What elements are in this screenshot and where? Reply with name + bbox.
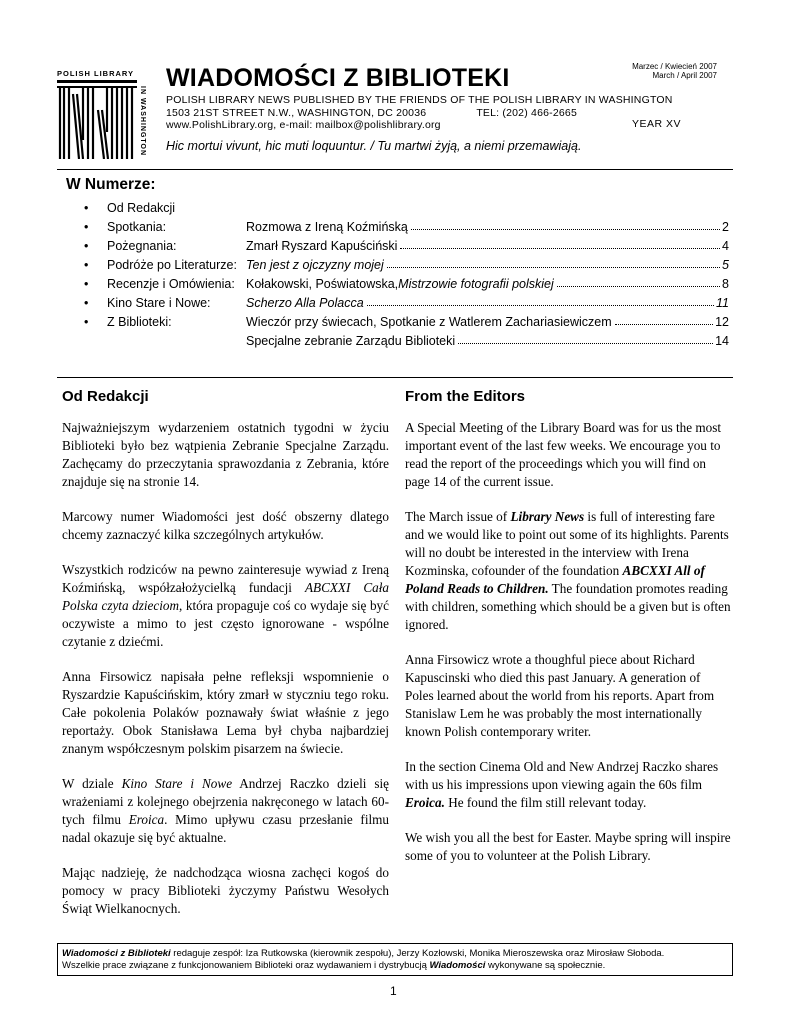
- paragraph: Najważniejszym wydarzeniem ostatnich tygodni w życiu Biblioteki było bez wątpienia Zebranie Specjalne Zarządu. Zachęcamy do przeczytania sprawozdania z Zebrania, które znajduje się na stronie 14.: [62, 420, 389, 489]
- paragraph: Anna Firsowicz napisała pełne refleksji wspomnienie o Ryszardzie Kapuścińskim, który zmarł w styczniu tego roku. Całe pokolenia Polaków poznawały świat właśnie z jego reportaży. Obok Stanisława Lema był chyba najbardziej znanym współczesnym polskim pisarzem na świecie.: [62, 669, 389, 756]
- toc-section: Kino Stare i Nowe:: [107, 296, 211, 310]
- toc-item[interactable]: [84, 258, 729, 277]
- toc-page: 14: [715, 334, 729, 348]
- volume-year: YEAR XV: [632, 118, 682, 130]
- toc-section: Od Redakcji: [107, 201, 176, 215]
- logo-wordmark: POLISH LIBRARY: [57, 69, 135, 78]
- paragraph: Marcowy numer Wiadomości jest dość obszerny dlatego chcemy zaznaczyć kilka szczególnych artykułów.: [62, 509, 389, 542]
- toc-page: 4: [722, 239, 729, 253]
- page-number: 1: [390, 984, 397, 998]
- bullet-icon: •: [84, 239, 89, 253]
- toc-page: 11: [716, 296, 729, 310]
- toc-item[interactable]: [84, 296, 729, 315]
- motto: Hic mortui vivunt, hic muti loquuntur. / Tu martwi żyją, a niemi przemawiają.: [166, 139, 582, 153]
- paragraph: In the section Cinema Old and New Andrzej Raczko shares with us his impressions upon viewing again the 60s film Eroica. He found the film still relevant today.: [405, 759, 719, 810]
- footer-line: Wszelkie prace związane z funkcjonowaniem Biblioteki oraz wydawaniem i dystrybucją Wiadomości wykonywane są społecznie.: [62, 960, 606, 971]
- toc-title: Scherzo Alla Polacca: [246, 296, 364, 310]
- logo-side-text: IN WASHINGTON: [139, 86, 146, 157]
- toc-title: Specjalne zebranie Zarządu Biblioteki: [246, 334, 456, 348]
- paragraph: Wszystkich rodziców na pewno zainteresuje wywiad z Ireną Koźmińską, współzałożycielką fundacji ABCXXI Cała Polska czyta dzieciom, która propaguje coś co wydaje się być oczywiste a mimo to jest często ignorowane - wspólne czytanie z dziećmi.: [62, 562, 390, 649]
- paragraph: The March issue of Library News is full of interesting fare and we would like to point out some of its highlights. Parents will no doubt be interested in the interview with Irena Kozminska, cofounder of the foundation ABCXXI All of Poland Reads to Children. The foundation promotes reading with children, something which should be a given but is often ignored.: [405, 509, 731, 632]
- editorial-heading-en: From the Editors: [405, 388, 526, 405]
- editorial-english: [405, 419, 732, 882]
- bullet-icon: •: [84, 201, 89, 215]
- toc-page: 12: [715, 315, 729, 329]
- toc-title: Wieczór przy świecach, Spotkanie z Watlerem Zachariasiewiczem: [246, 315, 612, 329]
- toc-item[interactable]: [84, 277, 729, 296]
- toc-title: Rozmowa z Ireną Koźmińską: [246, 220, 408, 234]
- toc-title-italic: Mistrzowie fotografii polskiej: [398, 277, 554, 291]
- paragraph: Mając nadzieję, że nadchodząca wiosna zachęci kogoś do pomocy w pracy Biblioteki życzymy Państwu Wesołych Świąt Wielkanocnych.: [62, 865, 389, 916]
- toc-section: Recenzje i Omówienia:: [107, 277, 235, 291]
- toc-page: 2: [722, 220, 729, 234]
- paragraph: A Special Meeting of the Library Board was for us the most important event of the last few weeks. We encourage you to read the report of the proceedings which you will find on page 14 of the current issue.: [405, 420, 722, 489]
- toc-section: Pożegnania:: [107, 239, 177, 253]
- bullet-icon: •: [84, 258, 89, 272]
- address-line: 1503 21ST STREET N.W., WASHINGTON, DC 20036 TEL: (202) 466-2665: [166, 106, 578, 119]
- library-logo-icon: [57, 80, 137, 159]
- paragraph: W dziale Kino Stare i Nowe Andrzej Raczko dzieli się wrażeniami z kolejnego obejrzenia nakręconego w latach 60-tych filmu Eroica. Mimo upływu czasu przesłanie filmu nadal okazuje się być aktualne.: [62, 776, 389, 845]
- toc-item[interactable]: [84, 201, 729, 220]
- toc-item[interactable]: [84, 239, 729, 258]
- toc-page: 5: [722, 258, 729, 272]
- web-line: www.PolishLibrary.org, e-mail: mailbox@polishlibrary.org: [166, 119, 441, 131]
- newsletter-title: WIADOMOŚCI Z BIBLIOTEKI: [166, 64, 510, 92]
- paragraph: We wish you all the best for Easter. Maybe spring will inspire some of you to volunteer at the Polish Library.: [405, 830, 731, 863]
- toc-section: Spotkania:: [107, 220, 167, 234]
- toc-title: Zmarł Ryszard Kapuściński: [246, 239, 398, 253]
- toc-item[interactable]: [84, 334, 729, 353]
- toc-section: Podróże po Literaturze:: [107, 258, 237, 272]
- editorial-team-box: [57, 943, 733, 976]
- toc-section: Z Biblioteki:: [107, 315, 172, 329]
- footer-line: Wiadomości z Biblioteki redaguje zespół: Iza Rutkowska (kierownik zespołu), Jerzy Kozłowski, Monika Mieroszewska oraz Mirosław Słoboda.: [62, 948, 665, 959]
- bullet-icon: •: [84, 220, 89, 234]
- toc-page: 8: [722, 277, 729, 291]
- subtitle: POLISH LIBRARY NEWS PUBLISHED BY THE FRIENDS OF THE POLISH LIBRARY IN WASHINGTON: [166, 94, 673, 106]
- divider: [57, 377, 733, 378]
- toc-item[interactable]: [84, 315, 729, 334]
- toc-title: Ten jest z ojczyzny mojej: [246, 258, 384, 272]
- toc-heading: W Numerze:: [66, 176, 156, 193]
- editorial-polish: [62, 419, 389, 935]
- telephone: TEL: (202) 466-2665: [476, 106, 578, 119]
- bullet-icon: •: [84, 277, 89, 291]
- toc-title: Kołakowski, Poświatowska,: [246, 277, 399, 291]
- editorial-heading-pl: Od Redakcji: [62, 388, 149, 405]
- bullet-icon: •: [84, 296, 89, 310]
- issue-date: Marzec / Kwiecień 2007 March / April 2007: [632, 62, 717, 80]
- toc-item[interactable]: [84, 220, 729, 239]
- bullet-icon: •: [84, 315, 89, 329]
- divider: [57, 169, 733, 170]
- publisher-info: [166, 94, 673, 132]
- paragraph: Anna Firsowicz wrote a thoughful piece about Richard Kapuscinski who died this past January. A generation of Poles learned about the world from his reports. Apart from Stanislaw Lem he was probably the most internationally known Polish contemporary writer.: [405, 652, 715, 739]
